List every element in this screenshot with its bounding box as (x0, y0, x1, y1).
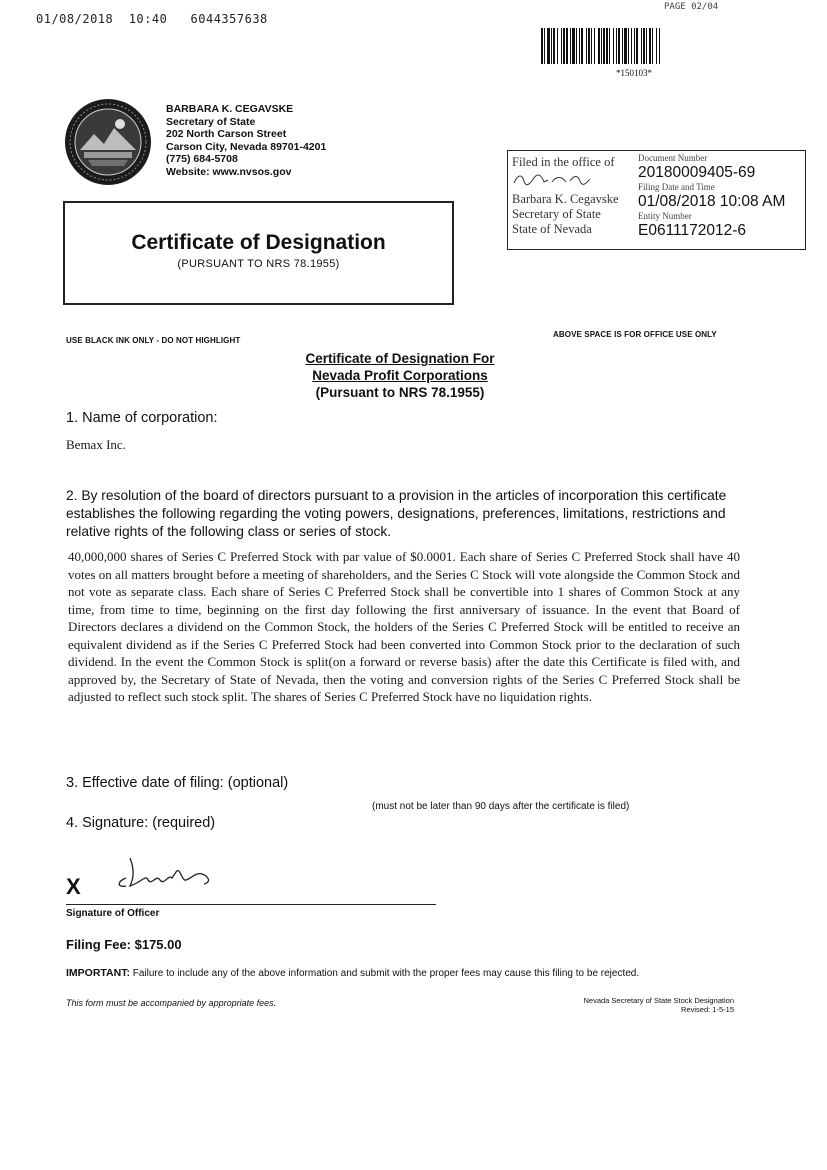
barcode-number: *150103* (616, 68, 652, 78)
form-heading (200, 350, 600, 401)
filing-datetime-label: Filing Date and Time (638, 182, 715, 192)
ink-note: USE BLACK INK ONLY - DO NOT HIGHLIGHT (66, 336, 241, 345)
entity-number: E0611172012-6 (638, 222, 747, 239)
issuer-block (166, 103, 326, 178)
item3-label: 3. Effective date of filing: (optional) (66, 775, 289, 791)
issuer-website: Website: www.nvsos.gov (166, 165, 292, 178)
filing-details (638, 153, 804, 240)
designation-text: 40,000,000 shares of Series C Preferred Stock with par value of $0.0001. Each share of Series C Preferred Stock shall have 40 votes on all matters brought before a meeting of shareholders, and the Series C Stock will vote alongside the Common Stock and not vote as separate class. Each share of Series C Preferred Stock shall be convertible into 1 shares of Common Stock at any time, from time to time, beginning on the first day following the first anniversary of issuance. In the event that Board of Directors declares a dividend on the Common Stock, the holders of the Series C Preferred Stock will be entitled to receive an equivalent dividend as if the Series C Preferred Stock had been converted into Common Stock prior to the declaration of such dividend. In the event the Common Stock is split(on a forward or reverse basis) after the date this Certificate is filed with, and approved by, the Secretary of State of Nevada, then the voting and conversion rights of the Series C Preferred Stock shall be adjusted to reflect such stock split. The shares of Series C Preferred Stock have no liquidation rights. (68, 549, 740, 704)
barcode-bar (660, 28, 661, 64)
footer-form-name: Nevada Secretary of State Stock Designation (583, 996, 734, 1005)
doc-number: 20180009405-69 (638, 164, 756, 181)
item2-label: 2. By resolution of the board of directors pursuant to a provision in the articles of incorporation this certificate establishes the following regarding the voting powers, designations, preferences, limitations, restrictions and relative rights of the following class or series of stock. (66, 488, 727, 539)
doc-number-label: Document Number (638, 153, 708, 163)
footer-fees-note: This form must be accompanied by appropriate fees. (66, 998, 277, 1008)
certificate-title-box (63, 201, 454, 305)
fax-number: 6044357638 (190, 12, 268, 26)
page-mark: PAGE 02/04 (664, 2, 719, 12)
filing-datetime: 01/08/2018 10:08 AM (638, 193, 786, 210)
form-heading-line2: Nevada Profit Corporations (312, 368, 488, 383)
issuer-name: BARBARA K. CEGAVSKE (166, 103, 294, 115)
filing-signature-icon (512, 170, 622, 188)
office-state: State of Nevada (512, 222, 592, 236)
filing-office (512, 155, 636, 237)
fax-date: 01/08/2018 (36, 12, 114, 26)
corporation-name: Bemax Inc. (66, 437, 126, 452)
signature-label: Signature of Officer (66, 908, 160, 919)
signature-line (66, 904, 436, 905)
entity-number-label: Entity Number (638, 211, 692, 221)
signature-x-mark: X (66, 874, 81, 899)
footer-form-id (520, 996, 734, 1014)
issuer-city: Carson City, Nevada 89701-4201 (166, 140, 327, 153)
form-heading-line1: Certificate of Designation For (305, 351, 495, 366)
item4-label: 4. Signature: (required) (66, 815, 216, 831)
office-holder-title: Secretary of State (512, 207, 601, 221)
certificate-subtitle: (PURSUANT TO NRS 78.1955) (177, 258, 340, 270)
fax-time: 10:40 (128, 12, 168, 26)
state-seal-icon (64, 98, 152, 186)
form-heading-line3: (Pursuant to NRS 78.1955) (315, 385, 485, 400)
office-use-note: ABOVE SPACE IS FOR OFFICE USE ONLY (553, 330, 717, 339)
footer-revised: Revised: 1-5-15 (681, 1005, 734, 1014)
fax-header (36, 12, 268, 26)
filing-fee: Filing Fee: $175.00 (66, 937, 182, 952)
item1-label: 1. Name of corporation: (66, 410, 218, 426)
office-holder-name: Barbara K. Cegavske (512, 192, 619, 206)
officer-signature-icon (112, 852, 222, 896)
filed-in-label: Filed in the office of (512, 155, 615, 169)
issuer-phone: (775) 684-5708 (166, 153, 238, 165)
important-text: Failure to include any of the above information and submit with the proper fees may cause this filing to be rejected. (132, 968, 640, 979)
important-label: IMPORTANT: (66, 967, 130, 979)
barcode (541, 28, 773, 64)
issuer-street: 202 North Carson Street (166, 128, 287, 140)
important-note (66, 967, 639, 979)
issuer-title: Secretary of State (166, 115, 256, 128)
certificate-title: Certificate of Designation (131, 231, 386, 254)
effective-date-note: (must not be later than 90 days after the certificate is filed) (372, 801, 630, 812)
filing-stamp-box (507, 150, 806, 250)
